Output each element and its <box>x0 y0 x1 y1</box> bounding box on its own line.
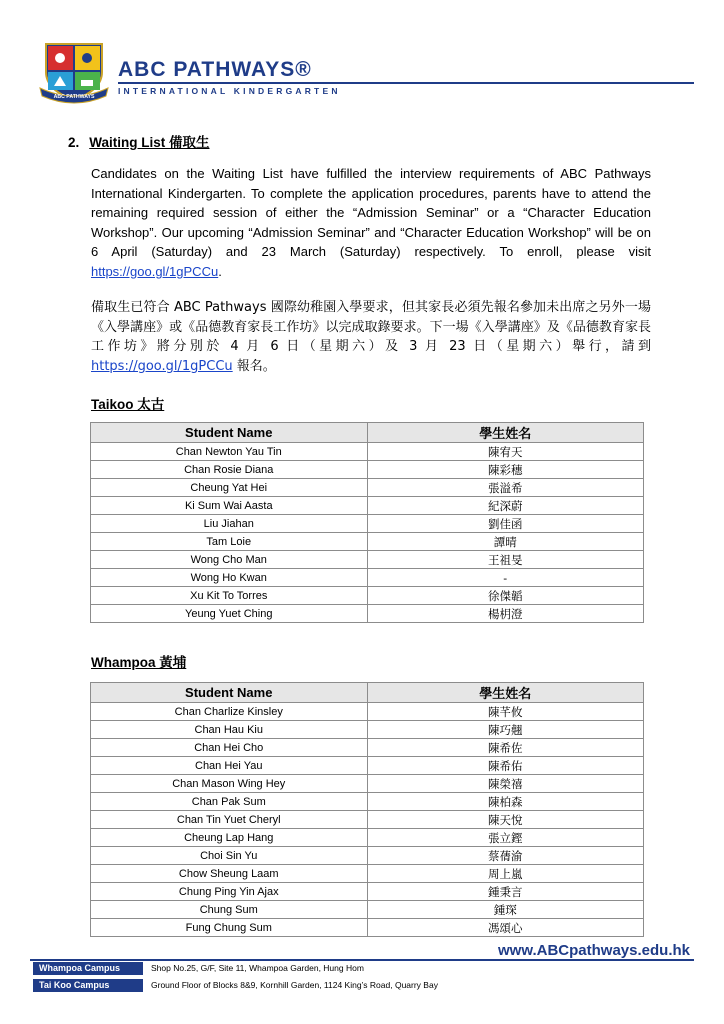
table-row <box>91 497 644 515</box>
chinese-name-cell: 陳宥天 <box>367 443 644 461</box>
table-row <box>91 739 644 757</box>
table-row <box>91 443 644 461</box>
table-header-row <box>91 423 644 443</box>
paragraph-en-text: Candidates on the Waiting List have fulfilled the interview requirements of ABC Pathways International Kindergarten. To complete the application procedures, parents have to attend the remaining required session of either the “Admission Seminar” or a “Character Education Workshop”. Our upcoming “Admission Seminar” and “Character Education Workshop” will be on 6 April (Saturday) and 23 March (Saturday) respectively. To enroll, please visit <box>91 166 651 260</box>
footer-website-link[interactable]: www.ABCpathways.edu.hk <box>498 942 690 959</box>
table-row <box>91 569 644 587</box>
footer-campus-taikoo <box>33 979 693 992</box>
student-name-cell: Chan Pak Sum <box>91 793 368 811</box>
table-row <box>91 551 644 569</box>
table-row <box>91 515 644 533</box>
chinese-name-cell: 紀深蔚 <box>367 497 644 515</box>
enroll-link-zh[interactable]: https://goo.gl/1gPCCu <box>91 358 233 374</box>
table-row <box>91 847 644 865</box>
logo-ribbon-text: ABC PATHWAYS <box>53 94 95 100</box>
table-row <box>91 461 644 479</box>
campus-label: Whampoa Campus <box>33 962 143 975</box>
chinese-name-cell: 徐傑韜 <box>367 587 644 605</box>
table-row <box>91 829 644 847</box>
student-name-cell: Chan Mason Wing Hey <box>91 775 368 793</box>
table-row <box>91 587 644 605</box>
taikoo-roster-table <box>90 422 644 623</box>
chinese-name-cell: 陳希佐 <box>367 739 644 757</box>
column-header-chinese-name: 學生姓名 <box>367 423 644 443</box>
student-name-cell: Xu Kit To Torres <box>91 587 368 605</box>
page-header <box>0 0 724 120</box>
column-header-student-name: Student Name <box>91 683 368 703</box>
paragraph-zh-tail: 報名。 <box>232 358 276 374</box>
table-row <box>91 533 644 551</box>
taikoo-section-title: Taikoo 太古 <box>91 397 165 412</box>
student-name-cell: Chan Hei Cho <box>91 739 368 757</box>
paragraph-zh-text: 備取生已符合 ABC Pathways 國際幼稚園入學要求，但其家長必須先報名參加未出席之另外一場《入學講座》或《品德教育家長工作坊》以完成取錄要求。下一場《入學講座》及《品德教育家長工作坊》將分別於 4 月 6 日（星期六）及 3 月 23 日（星期六）舉行，請到 <box>91 300 651 354</box>
table-row <box>91 703 644 721</box>
campus-label: Tai Koo Campus <box>33 979 143 992</box>
student-name-cell: Cheung Yat Hei <box>91 479 368 497</box>
school-crest-logo <box>38 42 110 104</box>
table-row <box>91 811 644 829</box>
table-row <box>91 605 644 623</box>
chinese-name-cell: 周上嵐 <box>367 865 644 883</box>
chinese-name-cell: 陳彩穗 <box>367 461 644 479</box>
column-header-chinese-name: 學生姓名 <box>367 683 644 703</box>
student-name-cell: Chow Sheung Laam <box>91 865 368 883</box>
student-name-cell: Yeung Yuet Ching <box>91 605 368 623</box>
table-row <box>91 883 644 901</box>
chinese-name-cell: 鍾琛 <box>367 901 644 919</box>
paragraph-en-tail: . <box>218 263 222 279</box>
footer-divider <box>30 959 694 961</box>
student-name-cell: Chan Rosie Diana <box>91 461 368 479</box>
table-row <box>91 865 644 883</box>
whampoa-roster-table <box>90 682 644 937</box>
chinese-name-cell: 陳天悅 <box>367 811 644 829</box>
student-name-cell: Cheung Lap Hang <box>91 829 368 847</box>
header-divider <box>118 82 694 84</box>
brand-name: ABC PATHWAYS® <box>118 58 312 81</box>
table-row <box>91 721 644 739</box>
section-number: 2. <box>68 135 80 150</box>
whampoa-section-title: Whampoa 黃埔 <box>91 655 187 670</box>
section-title: Waiting List 備取生 <box>89 135 210 150</box>
student-name-cell: Fung Chung Sum <box>91 919 368 937</box>
waiting-list-paragraph-en <box>91 164 651 282</box>
student-name-cell: Chan Charlize Kinsley <box>91 703 368 721</box>
table-row <box>91 757 644 775</box>
chinese-name-cell: 陳希佑 <box>367 757 644 775</box>
chinese-name-cell: 張溢希 <box>367 479 644 497</box>
student-name-cell: Chung Sum <box>91 901 368 919</box>
chinese-name-cell: 馮頌心 <box>367 919 644 937</box>
campus-address: Shop No.25, G/F, Site 11, Whampoa Garden, Hung Hom <box>151 963 364 973</box>
chinese-name-cell: 張立鏗 <box>367 829 644 847</box>
student-name-cell: Chung Ping Yin Ajax <box>91 883 368 901</box>
chinese-name-cell: 譚晴 <box>367 533 644 551</box>
student-name-cell: Chan Newton Yau Tin <box>91 443 368 461</box>
chinese-name-cell: 鍾秉言 <box>367 883 644 901</box>
chinese-name-cell: 王祖旻 <box>367 551 644 569</box>
footer-campus-whampoa <box>33 962 693 975</box>
student-name-cell: Choi Sin Yu <box>91 847 368 865</box>
student-name-cell: Wong Ho Kwan <box>91 569 368 587</box>
student-name-cell: Chan Hei Yau <box>91 757 368 775</box>
chinese-name-cell: 陳巧翹 <box>367 721 644 739</box>
chinese-name-cell: 楊枂澄 <box>367 605 644 623</box>
table-row <box>91 919 644 937</box>
chinese-name-cell: 陳芊攸 <box>367 703 644 721</box>
campus-address: Ground Floor of Blocks 8&9, Kornhill Garden, 1124 King’s Road, Quarry Bay <box>151 980 438 990</box>
waiting-list-paragraph-zh <box>91 298 651 376</box>
student-name-cell: Wong Cho Man <box>91 551 368 569</box>
table-header-row <box>91 683 644 703</box>
student-name-cell: Ki Sum Wai Aasta <box>91 497 368 515</box>
chinese-name-cell: 蔡蒨渝 <box>367 847 644 865</box>
chinese-name-cell: - <box>367 569 644 587</box>
table-row <box>91 775 644 793</box>
student-name-cell: Chan Tin Yuet Cheryl <box>91 811 368 829</box>
enroll-link-en[interactable]: https://goo.gl/1gPCCu <box>91 263 219 279</box>
chinese-name-cell: 劉佳函 <box>367 515 644 533</box>
table-row <box>91 793 644 811</box>
section-heading <box>68 131 210 151</box>
student-name-cell: Chan Hau Kiu <box>91 721 368 739</box>
chinese-name-cell: 陳柏森 <box>367 793 644 811</box>
table-row <box>91 479 644 497</box>
table-row <box>91 901 644 919</box>
brand-subtitle: INTERNATIONAL KINDERGARTEN <box>118 86 341 96</box>
student-name-cell: Tam Loie <box>91 533 368 551</box>
column-header-student-name: Student Name <box>91 423 368 443</box>
student-name-cell: Liu Jiahan <box>91 515 368 533</box>
chinese-name-cell: 陳榮禧 <box>367 775 644 793</box>
